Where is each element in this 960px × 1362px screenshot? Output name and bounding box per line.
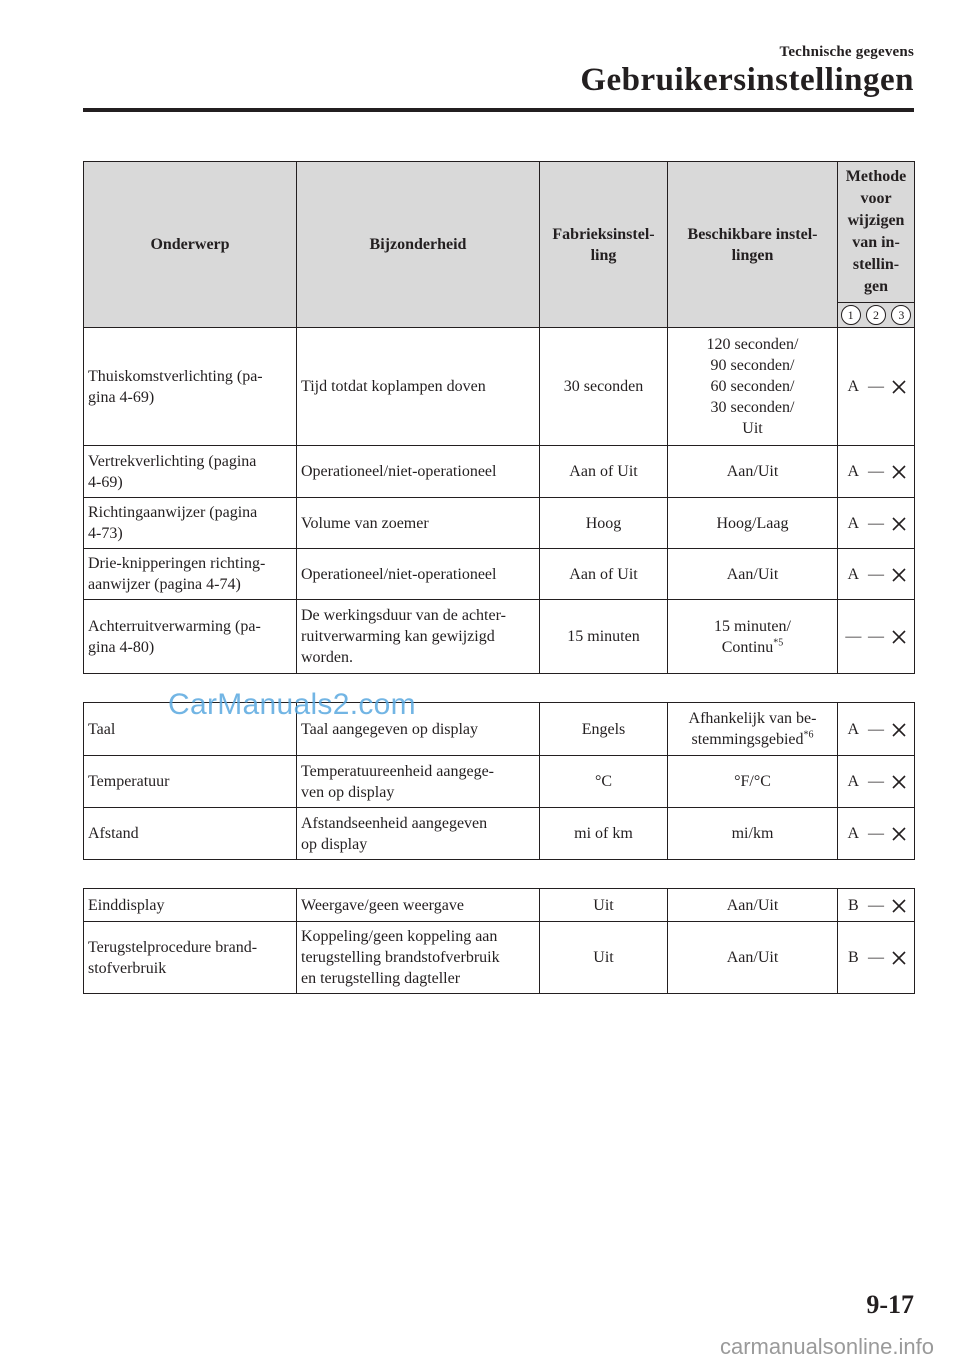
- col-header-method-line: wijzigen: [847, 212, 905, 229]
- method-values: [842, 513, 910, 534]
- cell-line: Aan/Uit: [726, 949, 779, 966]
- cell-line: mi of km: [574, 825, 633, 842]
- table-row: [84, 889, 915, 922]
- cell-line: Einddisplay: [88, 896, 165, 914]
- cell-line: Drie-knipperingen richting-: [88, 555, 266, 572]
- table-row: [84, 549, 915, 600]
- footnote-marker: *5: [773, 637, 784, 649]
- col-header-method-line: voor: [860, 190, 892, 207]
- cell-line: Taal aangegeven op display: [301, 720, 479, 738]
- method-2-value: —: [868, 825, 884, 842]
- col-header-subject: [84, 162, 297, 328]
- cell-line: gina 4-69): [88, 388, 155, 406]
- method-values: [842, 461, 910, 482]
- cell-line: stemmingsgebied: [691, 731, 804, 748]
- cell-factory: [540, 328, 668, 446]
- cell-factory: [540, 549, 668, 600]
- method-2-value: —: [868, 949, 884, 966]
- method-2-value: —: [868, 720, 884, 738]
- not-available-cross-icon: [887, 823, 910, 844]
- col-header-available: [668, 162, 838, 328]
- cell-method: [838, 703, 915, 756]
- cell-available: [668, 703, 838, 756]
- cell-method: [838, 600, 915, 674]
- cell-factory: [540, 889, 668, 922]
- cell-method: [838, 922, 915, 994]
- cell-line: Afstand: [88, 825, 139, 842]
- method-1-value: —: [845, 628, 862, 645]
- cell-method: [838, 889, 915, 922]
- cell-line: 60 seconden/: [710, 378, 795, 395]
- cell-line: Thuiskomstverlichting (pa-: [88, 367, 263, 385]
- cell-line: terugstelling brandstofverbruik: [301, 949, 500, 966]
- cell-detail: [297, 498, 540, 549]
- cell-line: Weergave/geen weergave: [301, 896, 464, 914]
- col-header-available-line: lingen: [731, 246, 774, 264]
- method-number-2: 2: [866, 305, 886, 325]
- cell-line: °F/°C: [734, 773, 771, 790]
- cell-line: 90 seconden/: [710, 357, 795, 374]
- cell-line: Vertrekverlichting (pagina: [88, 452, 257, 470]
- cell-line: Aan of Uit: [569, 463, 638, 480]
- cell-line: ven op display: [301, 783, 395, 801]
- cell-line: °C: [594, 773, 613, 790]
- page-number: 9-17: [866, 1290, 914, 1319]
- cell-line: op display: [301, 835, 368, 853]
- cell-available: [668, 889, 838, 922]
- method-values: [842, 771, 910, 792]
- cell-detail: [297, 600, 540, 674]
- cell-line: 4-73): [88, 525, 123, 542]
- table-row: [84, 756, 915, 808]
- cell-line: Uit: [742, 420, 763, 437]
- cell-detail: [297, 889, 540, 922]
- cell-line: aanwijzer (pagina 4-74): [88, 576, 241, 593]
- cell-line: 30 seconden/: [710, 399, 795, 416]
- cell-line: Engels: [581, 720, 626, 738]
- cell-available: [668, 446, 838, 498]
- cell-method: [838, 756, 915, 808]
- col-header-available-line: Beschikbare instel-: [687, 225, 818, 243]
- section-title: Technische gegevens: [779, 44, 914, 60]
- header-rule: [83, 108, 914, 112]
- method-1-value: A: [847, 565, 860, 583]
- not-available-cross-icon: [887, 626, 910, 647]
- cell-line: Temperatuur: [88, 773, 170, 790]
- cell-line: Operationeel/niet-operationeel: [301, 565, 497, 583]
- cell-detail: [297, 808, 540, 860]
- cell-subject: [84, 922, 297, 994]
- cell-factory: [540, 446, 668, 498]
- not-available-cross-icon: [887, 513, 910, 534]
- not-available-cross-icon: [887, 895, 910, 916]
- cell-line: Afstandseenheid aangegeven: [301, 814, 488, 832]
- not-available-cross-icon: [887, 947, 910, 968]
- cell-line: Koppeling/geen koppeling aan: [301, 928, 498, 945]
- cell-line: Taal: [88, 720, 116, 738]
- cell-line: Continu: [721, 638, 774, 656]
- method-number-row: [838, 302, 914, 327]
- cell-line: Uit: [593, 949, 614, 966]
- cell-method: [838, 446, 915, 498]
- cell-subject: [84, 600, 297, 674]
- cell-factory: [540, 498, 668, 549]
- method-2-value: —: [868, 628, 884, 645]
- method-values: [842, 947, 910, 968]
- method-2-value: —: [868, 565, 884, 583]
- method-1-value: A: [847, 773, 860, 790]
- method-1-value: A: [847, 825, 860, 842]
- cell-subject: [84, 328, 297, 446]
- not-available-cross-icon: [887, 564, 910, 585]
- cell-method: [838, 328, 915, 446]
- watermark-logo: CarManuals2.com: [168, 688, 416, 721]
- cell-available: [668, 756, 838, 808]
- col-header-factory: [540, 162, 668, 328]
- method-values: [842, 626, 910, 647]
- method-2-value: —: [868, 378, 884, 395]
- cell-line: Aan/Uit: [726, 896, 779, 914]
- method-values: [842, 564, 910, 585]
- col-header-factory-line: Fabrieksinstel-: [552, 225, 655, 243]
- cell-factory: [540, 756, 668, 808]
- cell-line: Aan of Uit: [569, 565, 638, 583]
- table-row: [84, 922, 915, 994]
- cell-detail: [297, 549, 540, 600]
- not-available-cross-icon: [887, 771, 910, 792]
- method-number-1: 1: [841, 305, 861, 325]
- method-values: [842, 895, 910, 916]
- method-1-value: B: [848, 949, 859, 966]
- cell-line: worden.: [301, 649, 353, 666]
- cell-factory: [540, 600, 668, 674]
- col-header-method-line: Methode: [845, 168, 907, 185]
- cell-available: [668, 600, 838, 674]
- cell-available: [668, 498, 838, 549]
- cell-available: [668, 808, 838, 860]
- col-header-method-line: gen: [864, 278, 888, 295]
- cell-line: 30 seconden: [563, 378, 644, 395]
- cell-line: Tijd totdat koplampen doven: [301, 378, 486, 395]
- cell-method: [838, 549, 915, 600]
- footer-watermark: carmanualsonline.info: [719, 1334, 934, 1359]
- method-1-value: A: [847, 514, 860, 532]
- cell-subject: [84, 756, 297, 808]
- cell-subject: [84, 549, 297, 600]
- cell-subject: [84, 446, 297, 498]
- cell-line: stofverbruik: [88, 959, 167, 977]
- method-values: [842, 376, 910, 397]
- cell-available: [668, 328, 838, 446]
- table-row: [84, 328, 915, 446]
- settings-table: [83, 161, 915, 994]
- cell-line: Volume van zoemer: [301, 514, 429, 532]
- page-title: Gebruikersinstellingen: [580, 62, 914, 98]
- col-header-detail: [297, 162, 540, 328]
- table-row: [84, 808, 915, 860]
- table-header-row: [84, 162, 915, 328]
- method-2-value: —: [868, 514, 884, 532]
- cell-subject: [84, 498, 297, 549]
- cell-factory: [540, 703, 668, 756]
- method-1-value: A: [847, 378, 860, 395]
- section-row: [84, 860, 915, 889]
- cell-available: [668, 549, 838, 600]
- cell-line: 15 minuten: [567, 628, 640, 645]
- table-row: [84, 446, 915, 498]
- cell-detail: [297, 922, 540, 994]
- method-1-value: A: [847, 720, 860, 738]
- col-header-subject-label: Onderwerp: [150, 236, 230, 253]
- cell-line: Achterruitverwarming (pa-: [88, 617, 261, 635]
- method-2-value: —: [868, 463, 884, 480]
- cell-method: [838, 808, 915, 860]
- method-values: [842, 719, 910, 740]
- col-header-factory-line: ling: [590, 246, 617, 264]
- col-header-detail-label: Bijzonderheid: [369, 236, 467, 253]
- cell-line: Hoog/Laag: [716, 514, 789, 532]
- cell-line: De werkingsduur van de achter-: [301, 607, 506, 624]
- cell-detail: [297, 328, 540, 446]
- cell-line: ruitverwarming kan gewijzigd: [301, 628, 495, 645]
- cell-factory: [540, 922, 668, 994]
- method-values: [842, 823, 910, 844]
- cell-line: Hoog: [585, 514, 622, 532]
- cell-line: Aan/Uit: [726, 565, 779, 583]
- cell-line: 15 minuten/: [714, 617, 791, 635]
- not-available-cross-icon: [887, 719, 910, 740]
- table-row: [84, 498, 915, 549]
- table-row: [84, 600, 915, 674]
- method-2-value: —: [868, 896, 884, 914]
- cell-subject: [84, 808, 297, 860]
- cell-line: Terugstelprocedure brand-: [88, 938, 258, 956]
- cell-subject: [84, 889, 297, 922]
- cell-line: Aan/Uit: [726, 463, 779, 480]
- cell-line: Operationeel/niet-operationeel: [301, 463, 497, 480]
- method-number-3: 3: [891, 305, 911, 325]
- method-2-value: —: [868, 773, 884, 790]
- cell-line: Temperatuureenheid aangege-: [301, 762, 494, 780]
- cell-line: Afhankelijk van be-: [688, 710, 817, 727]
- cell-detail: [297, 446, 540, 498]
- cell-line: mi/km: [731, 825, 774, 842]
- not-available-cross-icon: [887, 376, 910, 397]
- cell-available: [668, 922, 838, 994]
- cell-line: en terugstelling dagteller: [301, 970, 461, 987]
- cell-factory: [540, 808, 668, 860]
- col-header-method: [838, 162, 915, 328]
- method-1-value: B: [848, 896, 859, 914]
- method-1-value: A: [847, 463, 860, 480]
- cell-line: 120 seconden/: [706, 336, 799, 353]
- col-header-method-line: stellin-: [852, 256, 900, 273]
- footnote-marker: *6: [803, 729, 814, 741]
- col-header-method-line: van in-: [852, 234, 900, 251]
- cell-line: Richtingaanwijzer (pagina: [88, 504, 258, 521]
- cell-line: Uit: [593, 896, 614, 914]
- cell-line: 4-69): [88, 473, 123, 491]
- cell-method: [838, 498, 915, 549]
- not-available-cross-icon: [887, 461, 910, 482]
- cell-line: gina 4-80): [88, 638, 155, 656]
- cell-detail: [297, 756, 540, 808]
